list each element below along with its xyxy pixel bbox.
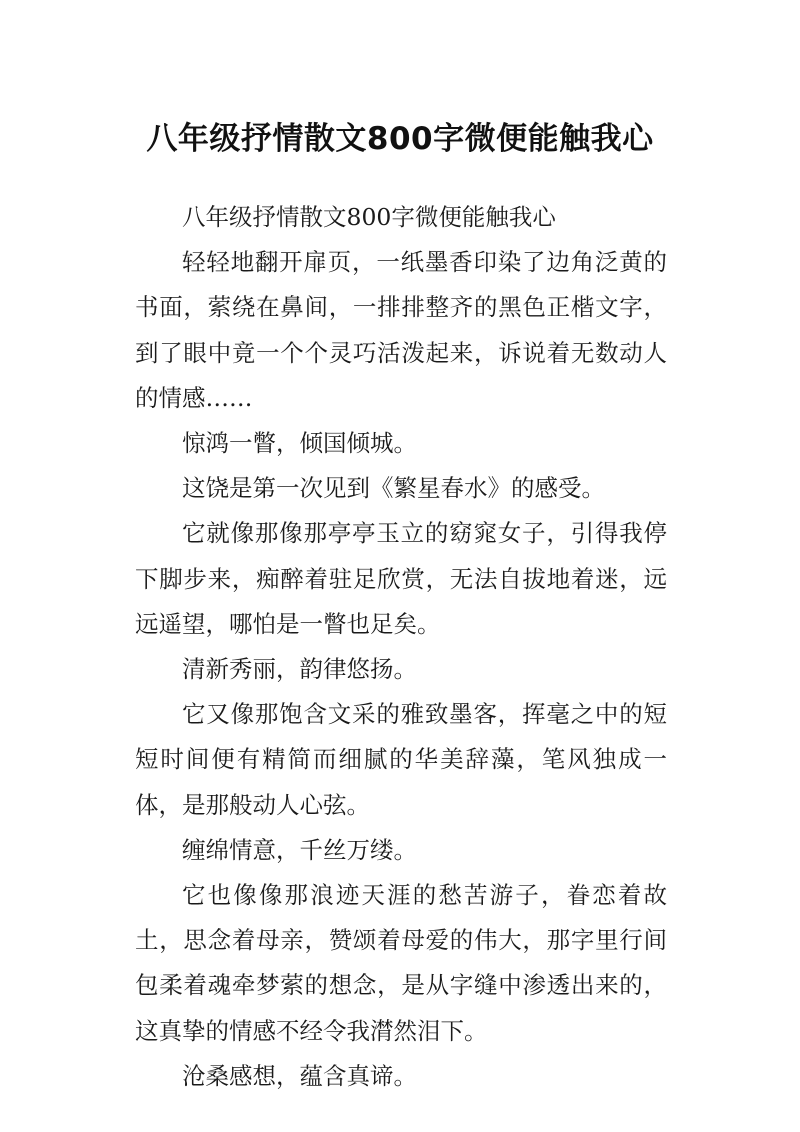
paragraph: 它就像那像那亭亭玉立的窈窕女子，引得我停下脚步来，痴醉着驻足欣赏，无法自拔地着迷，远远遥望，哪怕是一瞥也足矣。 [135,519,667,638]
paragraph: 轻轻地翻开扉页，一纸墨香印染了边角泛黄的书面，萦绕在鼻间，一排排整齐的黑色正楷文字，到了眼中竟一个个灵巧活泼起来，诉说着无数动人的情感…… [135,248,667,412]
paragraph: 这饶是第一次见到《繁星春水》的感受。 [182,474,605,503]
paragraph: 沧桑感想，蕴含真谛。 [182,1061,417,1090]
paragraph-subtitle: 八年级抒情散文800字微便能触我心 [182,203,556,231]
paragraph: 它又像那饱含文采的雅致墨客，挥毫之中的短短时间便有精简而细腻的华美辞藻，笔风独成一体，是那般动人心弦。 [135,700,667,819]
document-body [135,195,667,1099]
paragraph: 清新秀丽，韵律悠扬。 [182,655,417,684]
document-title: 八年级抒情散文800字微便能触我心 [146,120,654,157]
paragraph: 它也像像那浪迹天涯的愁苦游子，眷恋着故土，思念着母亲，赞颂着母爱的伟大，那字里行间包柔着魂牵梦萦的想念，是从字缝中渗透出来的，这真挚的情感不经令我潸然泪下。 [135,881,667,1045]
paragraph: 缠绵情意，千丝万缕。 [182,835,417,864]
paragraph: 惊鸿一瞥，倾国倾城。 [182,429,417,458]
